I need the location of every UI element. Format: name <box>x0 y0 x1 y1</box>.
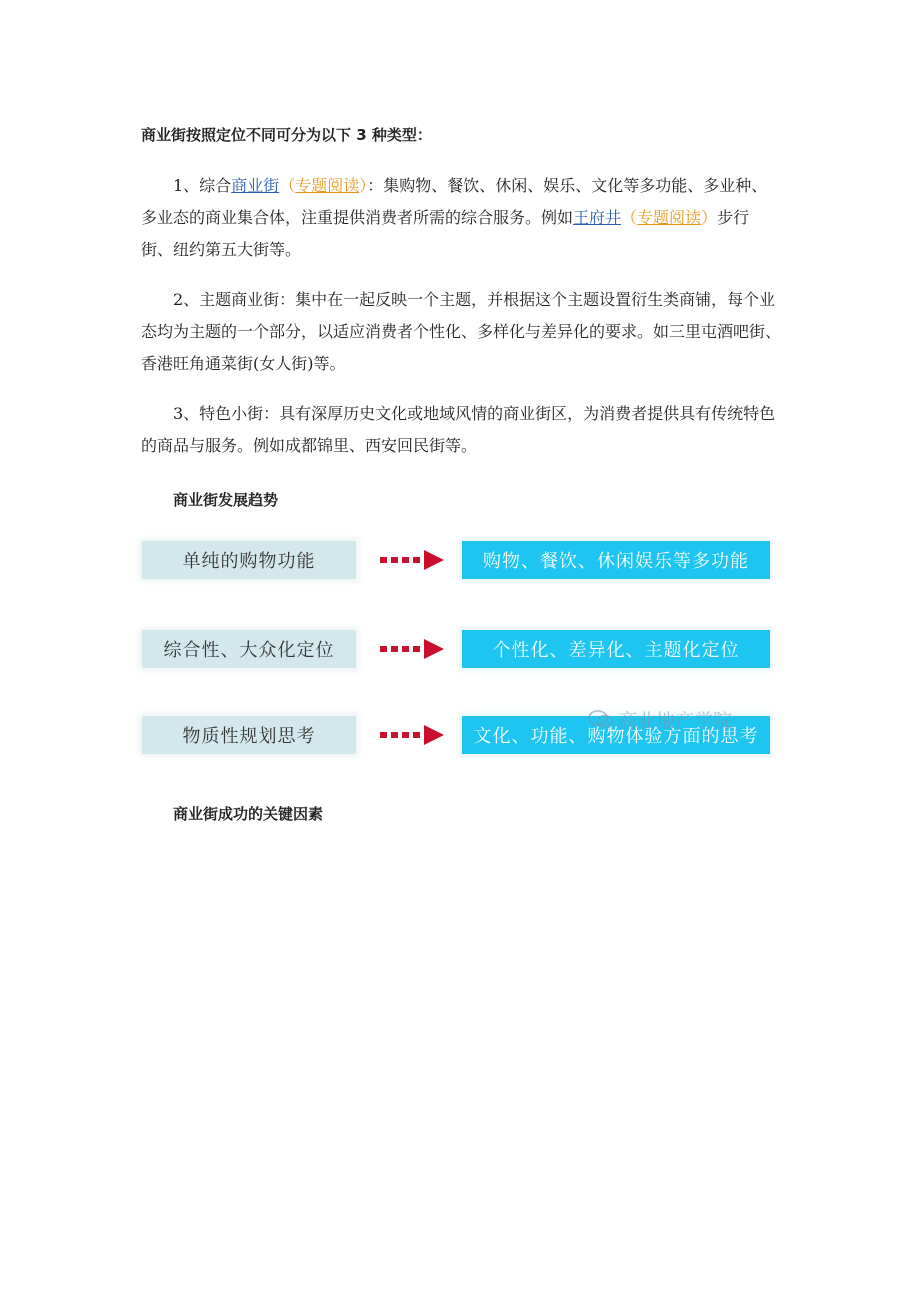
paren-close-2: ） <box>701 208 718 227</box>
trend-to-box: 文化、功能、购物体验方面的思考 <box>462 716 770 754</box>
item1-mid: ：集购物、餐饮、休闲、娱乐、文化等多功能、多业种、多业态的商业集合体，注重提供消费者所需的综合服务。例如 <box>141 176 768 227</box>
dotted-arrow-icon <box>380 636 446 662</box>
link-topic-reading-2[interactable]: 专题阅读 <box>637 208 702 227</box>
trend-to-box: 个性化、差异化、主题化定位 <box>462 630 770 668</box>
watermark <box>588 705 732 733</box>
watermark-text: 商业地产学院 <box>618 709 733 732</box>
trend-from-box: 单纯的购物功能 <box>142 541 356 579</box>
trend-to-box: 购物、餐饮、休闲娱乐等多功能 <box>462 541 770 579</box>
paren-close-1: ） <box>359 176 368 195</box>
heading-key-factors: 商业街成功的关键因素 <box>173 805 324 823</box>
heading-trend: 商业街发展趋势 <box>173 491 279 509</box>
item1-suffix: 步行街、纽约第五大街等。 <box>141 208 750 259</box>
link-topic-reading-1[interactable]: 专题阅读 <box>295 176 360 195</box>
trend-row-1 <box>140 535 780 585</box>
paragraph-item-3: 3、特色小街：具有深厚历史文化或地域风情的商业街区，为消费者提供具有传统特色的商品与服务。例如成都锦里、西安回民街等。 <box>141 404 776 455</box>
item1-prefix: 1、综合 <box>173 176 232 195</box>
dotted-arrow-icon <box>380 547 446 573</box>
paragraph-item-2: 2、主题商业街：集中在一起反映一个主题，并根据这个主题设置衍生类商铺，每个业态均为主题的一个部分，以适应消费者个性化、多样化与差异化的要求。如三里屯酒吧街、香港旺角通菜街(女人街)等。 <box>141 290 782 373</box>
paren-open-2: （ <box>621 208 638 227</box>
link-shangyejie[interactable]: 商业街 <box>231 176 280 195</box>
wechat-icon <box>588 709 614 729</box>
trend-from-box: 综合性、大众化定位 <box>142 630 356 668</box>
dotted-arrow-icon <box>380 722 446 748</box>
paren-open-1: （ <box>279 176 296 195</box>
link-wangfujing[interactable]: 王府井 <box>573 208 622 227</box>
paragraph-item-1 <box>141 170 781 266</box>
trend-row-2 <box>140 624 780 674</box>
trend-from-box: 物质性规划思考 <box>142 716 356 754</box>
heading-types: 商业街按照定位不同可分为以下 3 种类型： <box>141 126 432 144</box>
